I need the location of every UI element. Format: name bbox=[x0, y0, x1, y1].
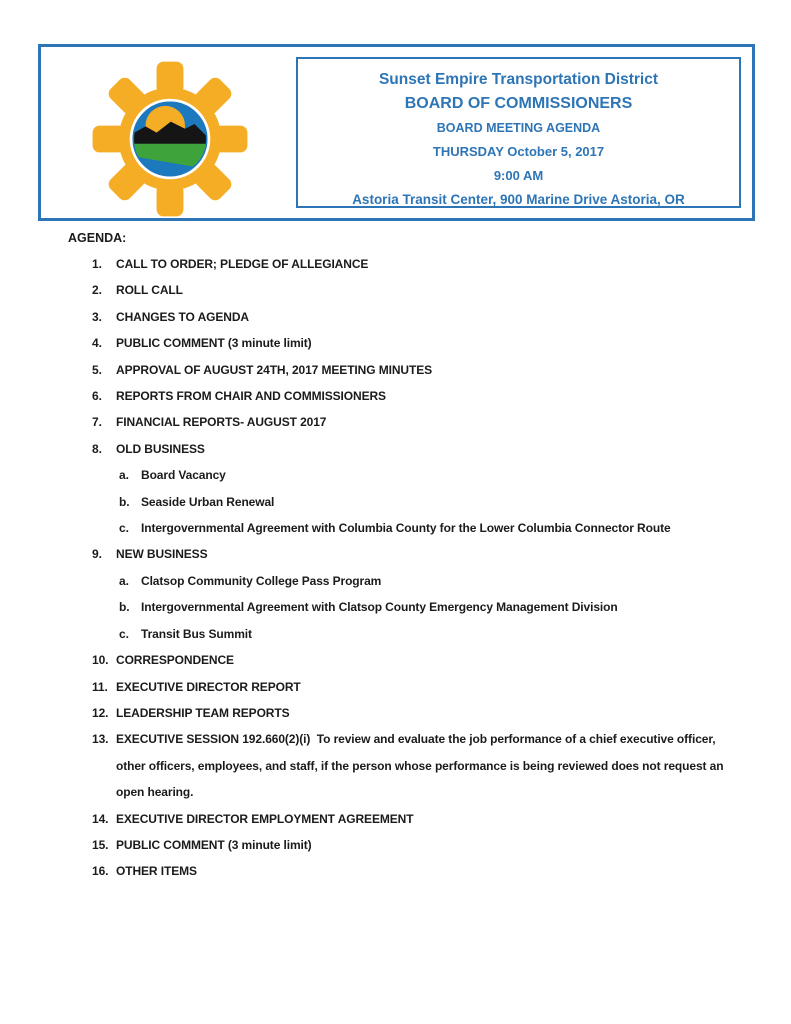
agenda-item-10 bbox=[92, 647, 741, 673]
meeting-location: Astoria Transit Center, 900 Marine Drive Astoria, OR bbox=[352, 192, 685, 207]
item-letter: c. bbox=[119, 626, 129, 641]
agenda-item-9 bbox=[92, 541, 741, 567]
item-text: Seaside Urban Renewal bbox=[141, 494, 275, 509]
item-text: Intergovernmental Agreement with Columbia County for the Lower Columbia Connector Route bbox=[141, 521, 671, 536]
agenda-heading: AGENDA: bbox=[68, 231, 127, 245]
item-letter: b. bbox=[119, 600, 130, 615]
item-text: ROLL CALL bbox=[116, 283, 183, 298]
item-text: PUBLIC COMMENT (3 minute limit) bbox=[116, 336, 312, 351]
item-text: EXECUTIVE DIRECTOR EMPLOYMENT AGREEMENT bbox=[116, 811, 414, 826]
item-number: 4. bbox=[92, 336, 102, 351]
item-text: FINANCIAL REPORTS- AUGUST 2017 bbox=[116, 415, 327, 430]
item-number: 15. bbox=[92, 837, 109, 852]
org-name: Sunset Empire Transportation District bbox=[378, 71, 659, 88]
doc-title: BOARD MEETING AGENDA bbox=[436, 121, 601, 135]
item-number: 14. bbox=[92, 811, 109, 826]
item-number: 2. bbox=[92, 283, 102, 298]
item-text: CHANGES TO AGENDA bbox=[116, 309, 249, 324]
item-number: 9. bbox=[92, 547, 102, 562]
agenda-subitem-9a bbox=[119, 568, 741, 594]
gear-sunset-transit-logo-icon bbox=[91, 59, 249, 219]
item-text: NEW BUSINESS bbox=[116, 547, 208, 562]
agenda-item-14 bbox=[92, 806, 741, 832]
agenda-item-5 bbox=[92, 357, 741, 383]
item-number: 7. bbox=[92, 415, 102, 430]
item-number: 16. bbox=[92, 864, 109, 879]
item-number: 10. bbox=[92, 653, 109, 668]
item-text: LEADERSHIP TEAM REPORTS bbox=[116, 705, 290, 720]
item-text: APPROVAL OF AUGUST 24TH, 2017 MEETING MINUTES bbox=[116, 362, 432, 377]
item-text: EXECUTIVE DIRECTOR REPORT bbox=[116, 679, 301, 694]
meeting-info-box bbox=[296, 57, 741, 208]
agenda-subitem-9b bbox=[119, 594, 741, 620]
item-letter: a. bbox=[119, 573, 129, 588]
agenda-item-11 bbox=[92, 674, 741, 700]
item-text: Intergovernmental Agreement with Clatsop County Emergency Management Division bbox=[141, 600, 618, 615]
agenda-subitem-9c bbox=[119, 621, 741, 647]
item-text: OLD BUSINESS bbox=[116, 441, 205, 456]
agenda-subitem-8c bbox=[119, 515, 741, 541]
item-text: Clatsop Community College Pass Program bbox=[141, 573, 382, 588]
district-logo-svg bbox=[91, 59, 249, 219]
item-number: 6. bbox=[92, 389, 102, 404]
item-number: 11. bbox=[92, 679, 108, 694]
agenda-section bbox=[0, 225, 791, 885]
agenda-item-1 bbox=[92, 251, 741, 277]
item-number: 3. bbox=[92, 309, 102, 324]
agenda-subitem-8a bbox=[119, 462, 741, 488]
agenda-item-6 bbox=[92, 383, 741, 409]
item-text: Board Vacancy bbox=[141, 468, 226, 483]
agenda-item-13 bbox=[92, 726, 741, 805]
board-title: BOARD OF COMMISSIONERS bbox=[404, 95, 633, 112]
item-letter: c. bbox=[119, 521, 129, 536]
agenda-item-3 bbox=[92, 304, 741, 330]
item-text: OTHER ITEMS bbox=[116, 864, 197, 879]
agenda-item-7 bbox=[92, 409, 741, 435]
agenda-item-2 bbox=[92, 277, 741, 303]
agenda-item-8 bbox=[92, 436, 741, 462]
item-number: 1. bbox=[92, 257, 102, 271]
meeting-date: THURSDAY October 5, 2017 bbox=[432, 144, 605, 159]
item-text: EXECUTIVE SESSION 192.660(2)(i) To review and evaluate the job performance of a chief executive officer, other officers, employees, and staff, if the person whose performance is being reviewed does not request an open hearing. bbox=[116, 732, 727, 800]
agenda-subitem-8b bbox=[119, 489, 741, 515]
agenda-item-4 bbox=[92, 330, 741, 356]
item-text: REPORTS FROM CHAIR AND COMMISSIONERS bbox=[116, 389, 386, 404]
item-number: 8. bbox=[92, 441, 102, 456]
agenda-item-15 bbox=[92, 832, 741, 858]
item-number: 5. bbox=[92, 362, 102, 377]
item-text: Transit Bus Summit bbox=[141, 626, 252, 641]
item-letter: b. bbox=[119, 494, 130, 509]
item-letter: a. bbox=[119, 468, 129, 483]
item-text: CALL TO ORDER; PLEDGE OF ALLEGIANCE bbox=[116, 257, 369, 271]
meeting-time: 9:00 AM bbox=[493, 168, 544, 183]
item-text: PUBLIC COMMENT (3 minute limit) bbox=[116, 837, 312, 852]
agenda-item-12 bbox=[92, 700, 741, 726]
header-box bbox=[38, 44, 755, 221]
item-number: 12. bbox=[92, 705, 109, 720]
item-text: CORRESPONDENCE bbox=[116, 653, 234, 668]
item-number: 13. bbox=[92, 732, 109, 747]
agenda-item-16 bbox=[92, 858, 741, 884]
